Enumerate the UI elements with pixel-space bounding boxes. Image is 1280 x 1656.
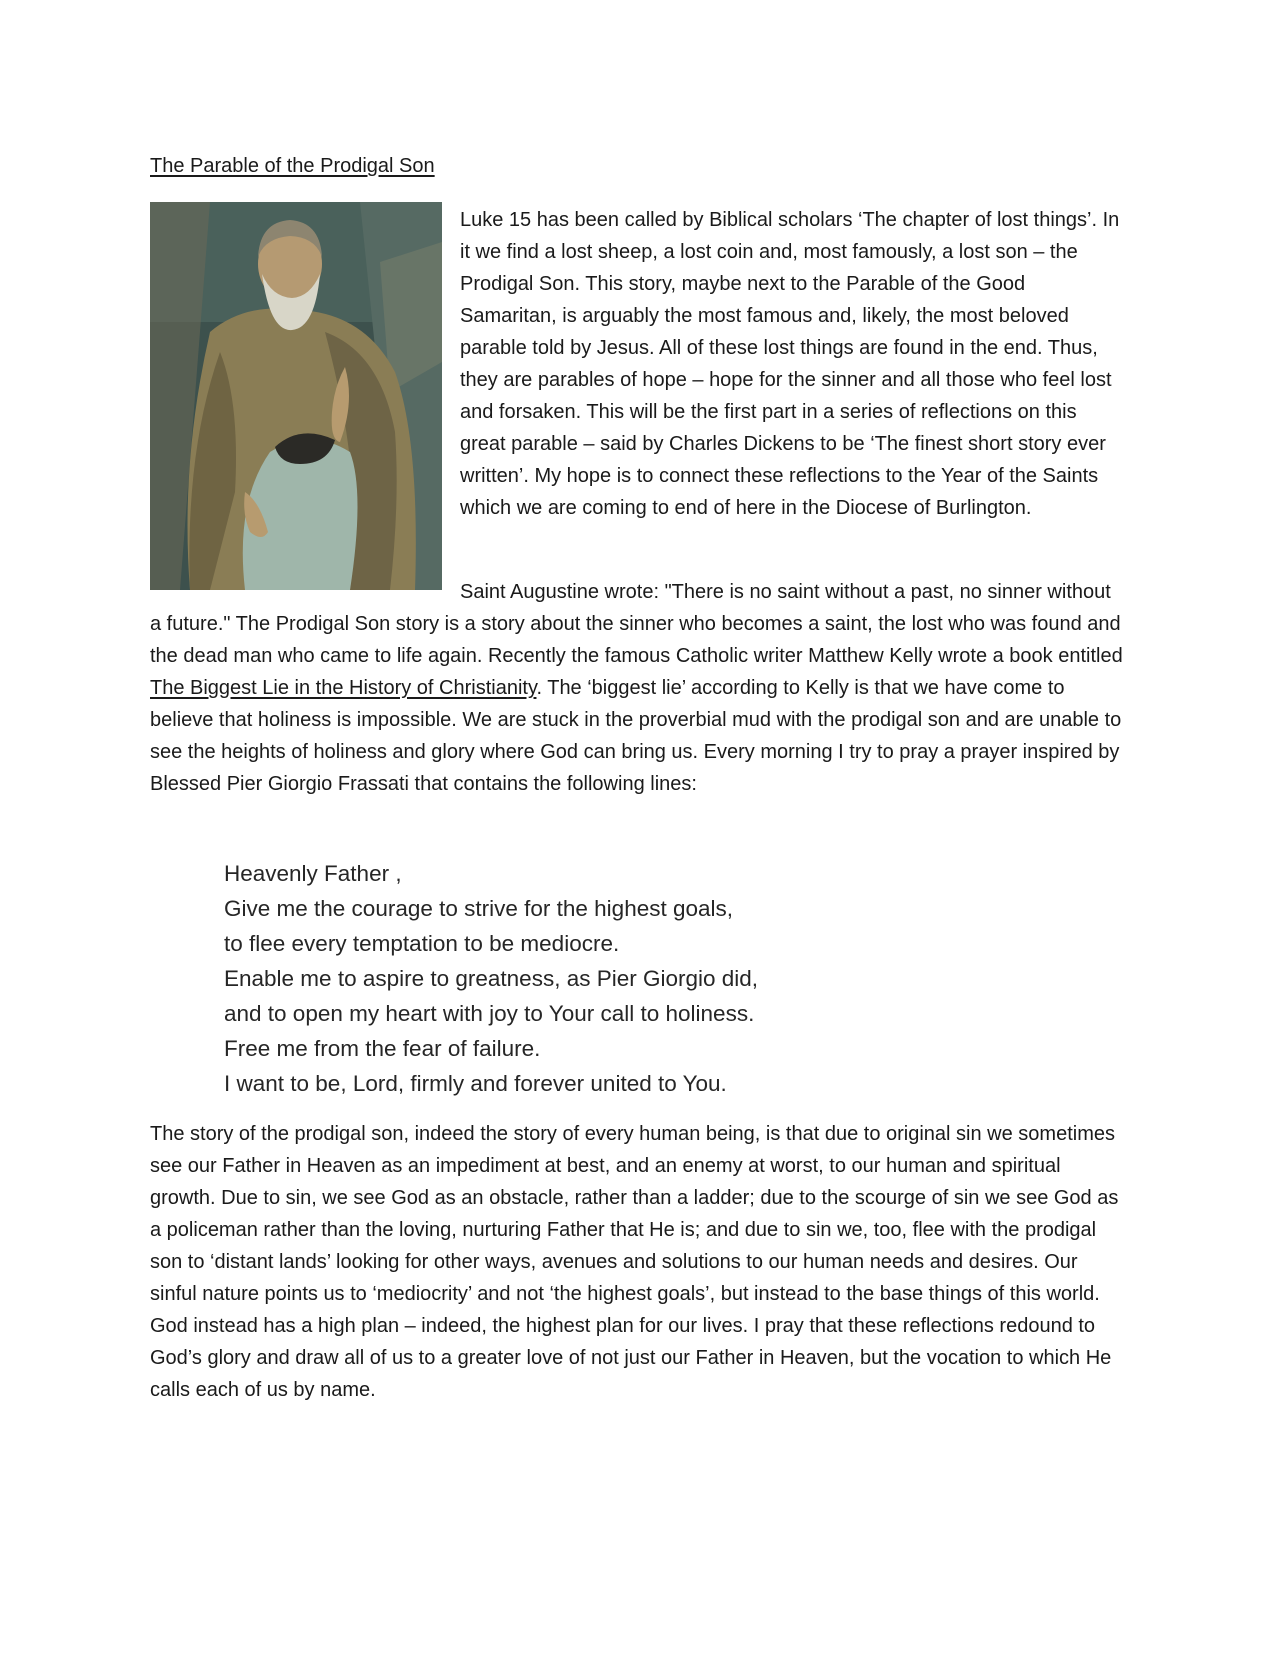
page-title: The Parable of the Prodigal Son <box>150 155 435 177</box>
prayer-quote <box>224 856 758 1101</box>
prayer-line: to flee every temptation to be mediocre. <box>224 931 620 956</box>
intro-paragraph: Luke 15 has been called by Biblical scholars ‘The chapter of lost things’. In it we find a lost sheep, a lost coin and, most famously, a lost son – the Prodigal Son. This story, maybe next to the Parable of the Good Samaritan, is arguably the most famous and, likely, the most beloved parable told by Jesus. All of these lost things are found in the end. Thus, they are parables of hope – hope for the sinner and all those who feel lost and forsaken. This will be the first part in a series of reflections on this great parable – said by Charles Dickens to be ‘The finest short story ever written’. My hope is to connect these reflections to the Year of the Saints which we are coming to end of here in the Diocese of Burlington. <box>460 209 1120 519</box>
augustine-text-end: . The ‘biggest lie’ according to Kelly is that we have come to believe that holiness is impossible. We are stuck in the proverbial mud with the prodigal son and are unable to see the heights of holiness and glory where God can bring us. Every morning I try to pray a prayer inspired by Blessed Pier Giorgio Frassati that contains the following lines: <box>150 677 1122 795</box>
augustine-text-start: Saint Augustine wrote: "There is no saint without a past, no sinner without a future." The Prodigal Son story is a story about the sinner who becomes a saint, the lost who was found and the dead man who came to life again. Recently the famous Catholic writer Matthew Kelly wrote a book entitled <box>150 581 1123 667</box>
augustine-paragraph <box>150 576 1125 800</box>
prayer-line: Free me from the fear of failure. <box>224 1036 541 1061</box>
closing-paragraph: The story of the prodigal son, indeed the story of every human being, is that due to original sin we sometimes see our Father in Heaven as an impediment at best, and an enemy at worst, to our human and spiritual growth. Due to sin, we see God as an obstacle, rather than a ladder; due to the scourge of sin we see God as a policeman rather than the loving, nurturing Father that He is; and due to sin we, too, flee with the prodigal son to ‘distant lands’ looking for other ways, avenues and solutions to our human needs and desires. Our sinful nature points us to ‘mediocrity’ and not ‘the highest goals’, but instead to the base things of this world. God instead has a high plan – indeed, the highest plan for our lives. I pray that these reflections redound to God’s glory and draw all of us to a greater love of not just our Father in Heaven, but the vocation to which He calls each of us by name. <box>150 1123 1119 1401</box>
prayer-line: Give me the courage to strive for the highest goals, <box>224 896 734 921</box>
prayer-line: and to open my heart with joy to Your call to holiness. <box>224 1001 755 1026</box>
prayer-line: I want to be, Lord, firmly and forever united to You. <box>224 1071 727 1096</box>
prayer-line: Enable me to aspire to greatness, as Pier Giorgio did, <box>224 966 759 991</box>
prodigal-son-painting <box>150 202 442 590</box>
prayer-line: Heavenly Father , <box>224 861 402 886</box>
book-title: The Biggest Lie in the History of Christianity <box>150 677 537 699</box>
